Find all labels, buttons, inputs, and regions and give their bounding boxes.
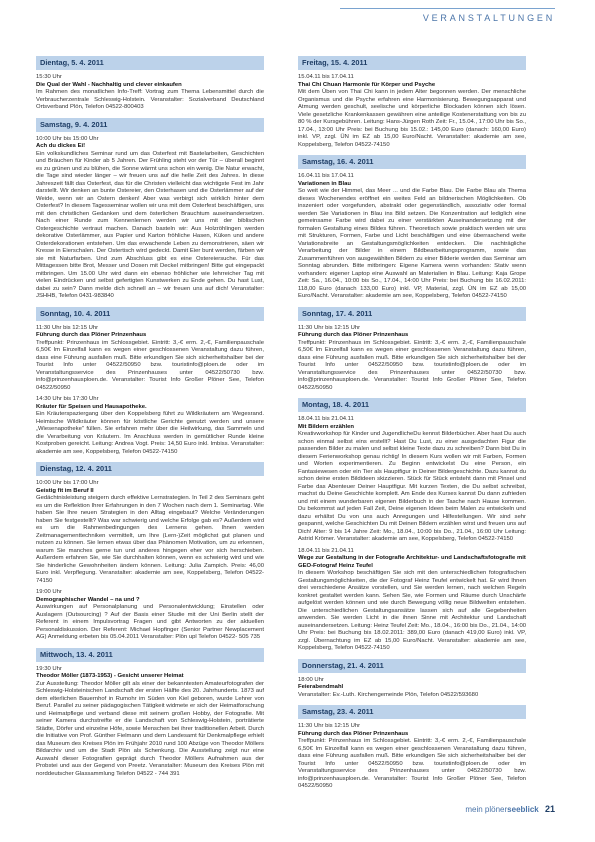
event-description: Gedächtnisleistung steigern durch effektive Lernstrategien. In Teil 2 des Seminars geht es um die Reflektion Ihrer Erfahrungen in den 7 Wochen nach dem 1. Seminartag. Wie haben Sie Ihre neuen Strategien in den Alltag eingebaut? Welche Veränderungen haben Sie festgestellt? Was war schwierig und welche Erfolge gab es? Außerdem wird es um die Rahmenbedingungen des Lernens gehen. Ihnen werden Zeitmanagementtechniken vermittelt, um Ihre (Lern-)Zeit möglichst gut planen und nutzen zu können. Sie lernen etwas über das Phänomen Motivation, um zu erkennen, warum Sie manches gerne tun und anderes hingegen eher vor sich herschieben. Außerdem erfahren Sie, wie Sie durchhalten können, wenn es schwierig wird und wie Sie hinderliche Gewohnheiten ändern können. Leitung: Julia Zampich. Preis: 46,00 Euro inkl. Verpflegung. Veranstalter: akademie am see, Koppelsberg, Telefon 04522-74150 [36, 495, 264, 584]
event-time: 11:30 Uhr bis 12:15 Uhr [36, 324, 99, 331]
day-header: Freitag, 15. 4. 2011 [298, 56, 526, 70]
day-block [36, 118, 264, 301]
event-title: Wege zur Gestaltung in der Fotografie Architektur- und Landschaftsfotografie mit GEO-Fotograf Heinz Teufel [298, 555, 526, 569]
event-time: 16.04.11 bis 17.04.11 [298, 173, 354, 179]
event-entry [298, 723, 526, 791]
event-title: Führung durch das Plöner Prinzenhaus [298, 730, 409, 737]
event-description: Zur Ausstellung: Theodor Möller gilt als einer der bekanntesten Amateurfotografen der Schleswig-Holsteinischen Landschaft der ersten Hälfte des 20. Jahrhunderts. 1873 auf dem elterlichen Bauernhof in Rumohr im Süden von Kiel geboren, wurde Lehrer von Beruf. Parallel zu seiner pädagogischen Tätigkeit widmete er sich der Heimatforschung und Heimatpflege und verband diese mit seinem großen Hobby, der Fotografie. Mit seiner Kamera durchstreifte er die Landschaft von Schleswig-Holstein, porträtierte Städte, Dörfer und einzelne Höfe, sowie Menschen bei ihrer traditionellen Arbeit. Durch die Initiative von Prof. Günther Fielmann und dem Landesamt für Denkmalpflege erhielt das Museum des Kreises Plön im Frühjahr 2010 rund 100 Abzüge von Theodor Möllers Bildarchiv und um die Stadt Plön als Schenkung. Die Ausstellung zeigt nur eine Auswahl dieser Fotografien geprägt durch Theodor Möllers Aufnahmen aus der Probstei und aus der Gegend von Preetz. Veranstalter: Museum des Kreises Plön mit norddeutscher Glassammlung Telefon 04522 - 744 391 [36, 680, 264, 777]
event-entry [36, 480, 264, 585]
page-number: 21 [544, 804, 555, 814]
event-entry [298, 548, 526, 653]
event-title: Demographischer Wandel – na und ? [36, 596, 140, 603]
event-time: 15.04.11 bis 17.04.11 [298, 74, 354, 80]
event-entry [298, 416, 526, 544]
event-entry [36, 74, 264, 112]
day-header: Sonntag, 17. 4. 2011 [298, 307, 526, 321]
event-title: Kräuter für Speisen und Hausapotheke. [36, 403, 147, 410]
event-entry [298, 173, 526, 301]
event-time: 19:00 Uhr [36, 589, 62, 595]
page-footer [465, 804, 555, 814]
section-title: VERANSTALTUNGEN [422, 13, 555, 23]
event-title: Führung durch das Plöner Prinzenhaus [298, 332, 409, 338]
event-description: Treffpunkt: Prinzenhaus im Schlossgebiet. Eintritt: 3,-€ erm. 2,-€, Familienpauschale 6,50€ Im Einzelfall kann es wegen einer geschlossenen Veranstaltung dazu führen, dass eine Führung ausfallen muß. Bitte erkundigen Sie sich sicherheitshalber bei der Tourist Info unter 04522/50950 bzw. touristinfo@ploen.de oder im Veranstaltungsservice des Prinzenhauses unter 04522/50730 bzw. info@prinzenhausploen.de. Veranstalter: Tourist Info Großer Plöner See, Telefon 04522/50950 [298, 738, 526, 789]
day-header: Samstag, 16. 4. 2011 [298, 155, 526, 169]
event-title: Thai Chi Chuan Harmonie für Körper und Psyche [298, 81, 436, 88]
event-description: Treffpunkt: Prinzenhaus im Schlossgebiet. Eintritt: 3,-€ erm. 2,-€, Familienpauschale 6,50€ Im Einzelfall kann es wegen einer geschlossenen Veranstaltung dazu führen, dass eine Führung ausfallen muß. Bitte erkundigen Sie sich sicherheitshalber bei der Tourist Info unter 04522/50950 bzw. touristinfo@ploen.de oder im Veranstaltungsservice des Prinzenhauses unter 04522/50730 bzw. info@prinzenhausploen.de. Veranstalter: Tourist Info Großer Plöner See, Telefon 04522/50950 [36, 339, 264, 391]
event-time: 11:30 Uhr bis 12:15 Uhr [298, 324, 361, 331]
page-header [0, 0, 595, 30]
event-description: Ein Kräuterspaziergang über den Koppelsberg führt zu Wildkräutern am Wegesrand. Heimische Wildkräuter können für köstliche Gerichte genutzt werden und unsere „Wiesenapotheke" füllen. Sie erfahren mehr über die Heilwirkung, das Sammeln und die Verarbeitung von Kräutern. Im Anschluss werden in gemütlicher Runde kleine Kostproben gereicht. Leitung: Andrea Vogt. Preis: 14,50 Euro inkl. Imbiss. Veranstalter: akademie am see, Koppelsberg, Telefon 04522-74150 [36, 411, 264, 455]
event-description: Veranstalter: Ev.-Luth. Kirchengemeinde Plön, Telefon 04522/593680 [298, 691, 479, 698]
day-block [36, 462, 264, 642]
day-header: Dientag, 5. 4. 2011 [36, 56, 264, 70]
day-header: Mittwoch, 13. 4. 2011 [36, 648, 264, 662]
day-block [36, 56, 264, 112]
event-description: So weit wie der Himmel, das Meer ... und die Farbe Blau. Die Farbe Blau als Thema dieses Wochenendes eröffnet ein weites Feld an bildnerischen Möglichkeiten. Ob inszeniert oder vorgefunden, abstrakt oder gegenständlich, assoziativ oder formal werden Sie Variationen in Blau ins Bild setzen. Die Konzentration auf lediglich eine gemeinsame Farbe wird dabei zu einer verstärkten Auseinandersetzung mit der formalen Gestaltung eines Bildes führen. Theoretisch sowie praktisch werden wir uns mit Strukturen, Formen, Farbe und Licht beschäftigen und eine überraschend weite Variationsbreite an Gestaltungsmöglichkeiten entdecken. Die nachträgliche Verarbeitung der Bilder in einem Bildbearbeitungsprogramm, sowie das Zusammenführen von ausgewählten Bildern zu einer Bilderie werden das Seminar am Sonntag abrunden. Bitte mitbringen: Eigene Kamera wenn vorhanden: Stativ wenn vorhanden: eigener Laptop eine Auswahl an Materialien in Blau. Leitung: Kaja Grope Zeit: Sa., 16.04., 10:00 bis So., 17.04., 14:00 Uhr Preis: bei Buchung bis 16.02.2011: 118,00 Euro (danach 133,00 Euro) inkl. VP, Material, zzgl. ÜN im EZ ab 15,00 Euro/Nacht. Veranstalter: akademie am see, Koppelsberg, Telefon 04522-74150 [298, 188, 526, 299]
event-time: 18.04.11 bis 21.04.11 [298, 547, 354, 554]
event-time: 19:30 Uhr [36, 665, 62, 672]
event-entry [36, 589, 264, 642]
event-description: In diesem Workshop beschäftigen Sie sich mit den unterschiedlichen fotografischen Gestaltungsmöglichkeiten, die der Fotograf Heinz Teufel entwickelt hat. Er wird Ihnen drei verschiedene Ansätze vorstellen, und Sie werden lernen, nach welchen Regeln konkret gestaltet werden kann. Sehen Sie, wie Formen und Räume durch Unschärfe aufgelöst werden können und wie durch Bewegung völlig neue Bildwelten entstehen. Die unterschiedlichen Gestaltungsansätze lassen sich auf alle Gegebenheiten anwenden. Sie werden Licht in die ihnen Sinne mit Architektur und Landschaft auseinandersetzen. Leitung: Heinz Teufel Zeit: Mo., 18.04., 16:00 bis Do., 21.04., 14:00 Uhr Preis: bei Buchung bis 18.02.2011: 389,00 Euro (danach 419,00 Euro) inkl. VP, zzgl. Übernachtung im EZ ab 15,00 Euro/Nacht. Veranstalter: akademie am see, Koppelsberg, Telefon 04522-74150 [298, 570, 526, 651]
event-title: Theodor Möller (1873-1953) - Gesicht unserer Heimat [36, 673, 184, 679]
event-time: 10:00 Uhr bis 15:00 Uhr [36, 135, 99, 142]
event-entry [298, 74, 526, 149]
event-time: 10:00 Uhr bis 17:00 Uhr [36, 480, 99, 486]
header-rule [340, 8, 555, 9]
event-description: Ein volkskundliches Seminar rund um das Osterfest mit Bastelarbeiten, Geschichten und Bräuchen für Kinder ab 5 Jahren. Der Frühling steht vor der Tür – überall beginnt es zu grünen und zu blühen, die Sonne wärmt uns schon ein wenig. Die Natur erwacht, die Tage sind wieder länger – wir freuen uns auf die helle Zeit des Jahres. In diese Jahreszeit fällt das Osterfest, das für die Christen vielleicht das wichtigste Fest im Jahr darstellt. Wir denken an bunte Ostereier, den Osterhasen und die Osterlämmer auf der Weide, wenn wir an Ostern denken! Aber was verbirgt sich wirklich hinter dem Osterfest? In diesem Tagesseminar wollen wir uns mit dem Osterfest beschäftigen, uns mit den christlichen Gedanken und dem österlichen Brauchtum auseinandersetzen. Nach einer Runde zum Kennenlernen werden wir uns mit der biblischen Ostergeschichte vertraut machen. Danach basteln wir: Aus Holzröhlingen werden dekorative Osterlämmer, aus Papier und Karton fröhliche Hasen, Küken und andere Osterdekorationen entstehen. Um das erwachende Leben zu demonstrieren, säen wir Kresse in Eierschalen. Der Ostertisch wird gedeckt. Damit Eier bunt werden, färben wir sie mit Naturfarben. Und zum Abschluss gibt es eine Ostereiersuche. Für das Mittagessen bitte Brot, Messer und Dosen mit Deckel mitbringen! Bitte gut eingepackt mitbringen. Um 15.00 Uhr wird dann ein ebenso fröhlicher wie lehrreicher Tag mit vielen Eindrücken und selbst gefertigten Kunstwerken zu Ende gehen. Du hast Lust, dabei zu sein? Dann melde dich schnell an – wir freuen uns auf dich! Veranstalter: JSHHB, Telefon 0431-983840 [36, 150, 264, 299]
event-description: Treffpunkt: Prinzenhaus im Schlossgebiet. Eintritt: 3,-€ erm. 2,-€, Familienpauschale 6,50€ Im Einzelfall kann es wegen einer geschlossenen Veranstaltung dazu führen, dass eine Führung ausfallen muß. Bitte erkundigen Sie sich sicherheitshalber bei der Tourist Info unter 04522/50950 bzw. touristinfo@ploen.de oder im Veranstaltungsservice des Prinzenhauses unter 04522/50730 bzw. info@prinzenhausploen.de. Veranstalter: Tourist Info Großer Plöner See, Telefon 04522/50950 [298, 339, 526, 391]
brand-name-bold: seeblick [507, 805, 539, 814]
event-entry [36, 136, 264, 301]
day-block [298, 705, 526, 791]
day-block [36, 307, 264, 457]
event-title: Führung durch das Plöner Prinzenhaus [36, 332, 147, 338]
day-block [298, 155, 526, 301]
event-description: Auswirkungen auf Personalplanung und Personalentwicklung; Einstellen oder Auslagern (Outsourcing) ? Auf der Basis einer Studie mit der Uni Berlin stellt der Referent in einem Impulsvortrag Fragen und gibt Antworten zu der aktuellen Personaldiskussion. Der Referent: Michael Hopfinger (Senior Partner Newplacement AG) Anmeldung erbeten bis 05.04.2011 Veranstalter: Plön upl Telefon 04522- 505 735 [36, 604, 264, 640]
event-description: Kreativworkshop für Kinder und JugendlicheDu kennst Bilderbücher. Aber hast Du auch schon einmal selbst eins erstellt? Hast Du Lust, zu einer ausgedachten Figur die passenden Bilder zu malen und selbst kleine Texte dazu zu schreiben? Dann bist Du in diesem Ferienworkshop genau richtig! In diesem Kurs wollen wir mit Farben, Formen und Worten experimentieren. Zu Beginn entwickelst Du eine Person, ein Fantasiewesen oder ein Tier als Hauptfigur in Deiner Bildergeschichte. Dazu kannst du schon deine ersten Bildideen skizzieren. Stück für Stück entsteht dann mit Pinsel und Farbe das Abenteuer Deiner Hauptfigur. Mit kurzen Texten, die Du selbst schreibst, machst du Deine Geschichte komplett. Am Ende des Kurses kannst Du dann zufrieden und mit einem wunderbaren eigenen Bilderbuch in der Tasche nach Hause kommen. Du bekommst auf jeden Fall Zeit, Deine eigenen Ideen beim Malen zu entwickeln und dazu erhältst Du von uns auch Anregungen und Hilfestellungen. Wir sind sehr gespannt, welche Geschichten Du mit Deinen Bildern erzählen wirst und freuen uns auf Dich! Alter: 9 bis 14 Jahre Zeit: Mo., 18.04., 10:00 bis Do., 21.04., 16:00 Uhr Leitung: Astrid Krömer. Veranstalter: akademie am see, Koppelsberg, Telefon 04522-74150 [298, 431, 526, 542]
day-header: Samstag, 9. 4. 2011 [36, 118, 264, 132]
day-header: Sonntag, 10. 4. 2011 [36, 307, 264, 321]
event-entry [298, 677, 526, 700]
event-description: Mit dem Üben von Thai Chi kann in jedem Alter begonnen werden. Der menschliche Organismus und die Psyche erfahren eine Harmonisierung. Bewegungsapparat und Atmung werden geschult, seelische und körperliche Blockaden können sich lösen. Viele gesetzliche Krankenkassen gewähren eine anteilige Kostenerstattung von bis zu 80 % der Kursgebühren. Leitung: Hans-Jürgen Roth Zeit: Fr., 15.04., 17:00 Uhr bis So., 17.04., 13:00 Uhr Preis: bei Buchung bis 15.02.: 145,00 Euro (danach: 160,00 Euro) inkl. VP, zzgl. ÜN im EZ ab 15,00 Euro/Nacht. Veranstalter: akademie am see, Koppelsberg, Telefon 04522-74150 [298, 89, 526, 148]
day-block [298, 56, 526, 149]
left-column [36, 56, 264, 784]
event-title: Mit Bildern erzählen [298, 423, 354, 430]
event-time: 11:30 Uhr bis 12:15 Uhr [298, 723, 361, 729]
day-header: Samstag, 23. 4. 2011 [298, 705, 526, 719]
day-block [298, 398, 526, 653]
event-time: 18.04.11 bis 21.04.11 [298, 416, 354, 422]
event-description: Im Rahmen des monatlichen Info-Treff: Vortrag zum Thema Lebensmittel durch die Verbraucherzentrale Schleswig-Holstein. Veranstalter: Sozialverband Deutschland Ortsverband Plön, Telefon 04522-800403 [36, 89, 264, 110]
day-header: Montag, 18. 4. 2011 [298, 398, 526, 412]
event-title: Variationen in Blau [298, 180, 352, 187]
day-block [36, 648, 264, 779]
event-title: Feierabendmahl [298, 684, 344, 690]
day-header: Dienstag, 12. 4. 2011 [36, 462, 264, 476]
event-time: 14:30 Uhr bis 17:30 Uhr [36, 396, 99, 402]
brand-name: mein plöner [465, 805, 508, 814]
day-header: Donnerstag, 21. 4. 2011 [298, 659, 526, 673]
event-title: Ach du dickes Ei! [36, 143, 86, 149]
event-entry [298, 325, 526, 393]
event-entry [36, 325, 264, 393]
day-block [298, 659, 526, 700]
event-title: Geistig fit im Beruf II [36, 487, 94, 494]
right-column [298, 56, 526, 797]
event-title: Die Qual der Wahl - Nachhaltig und clever einkaufen [36, 81, 182, 88]
event-time: 15:30 Uhr [36, 74, 62, 80]
event-time: 18:00 Uhr [298, 676, 324, 683]
day-block [298, 307, 526, 393]
event-entry [36, 396, 264, 456]
event-entry [36, 666, 264, 779]
